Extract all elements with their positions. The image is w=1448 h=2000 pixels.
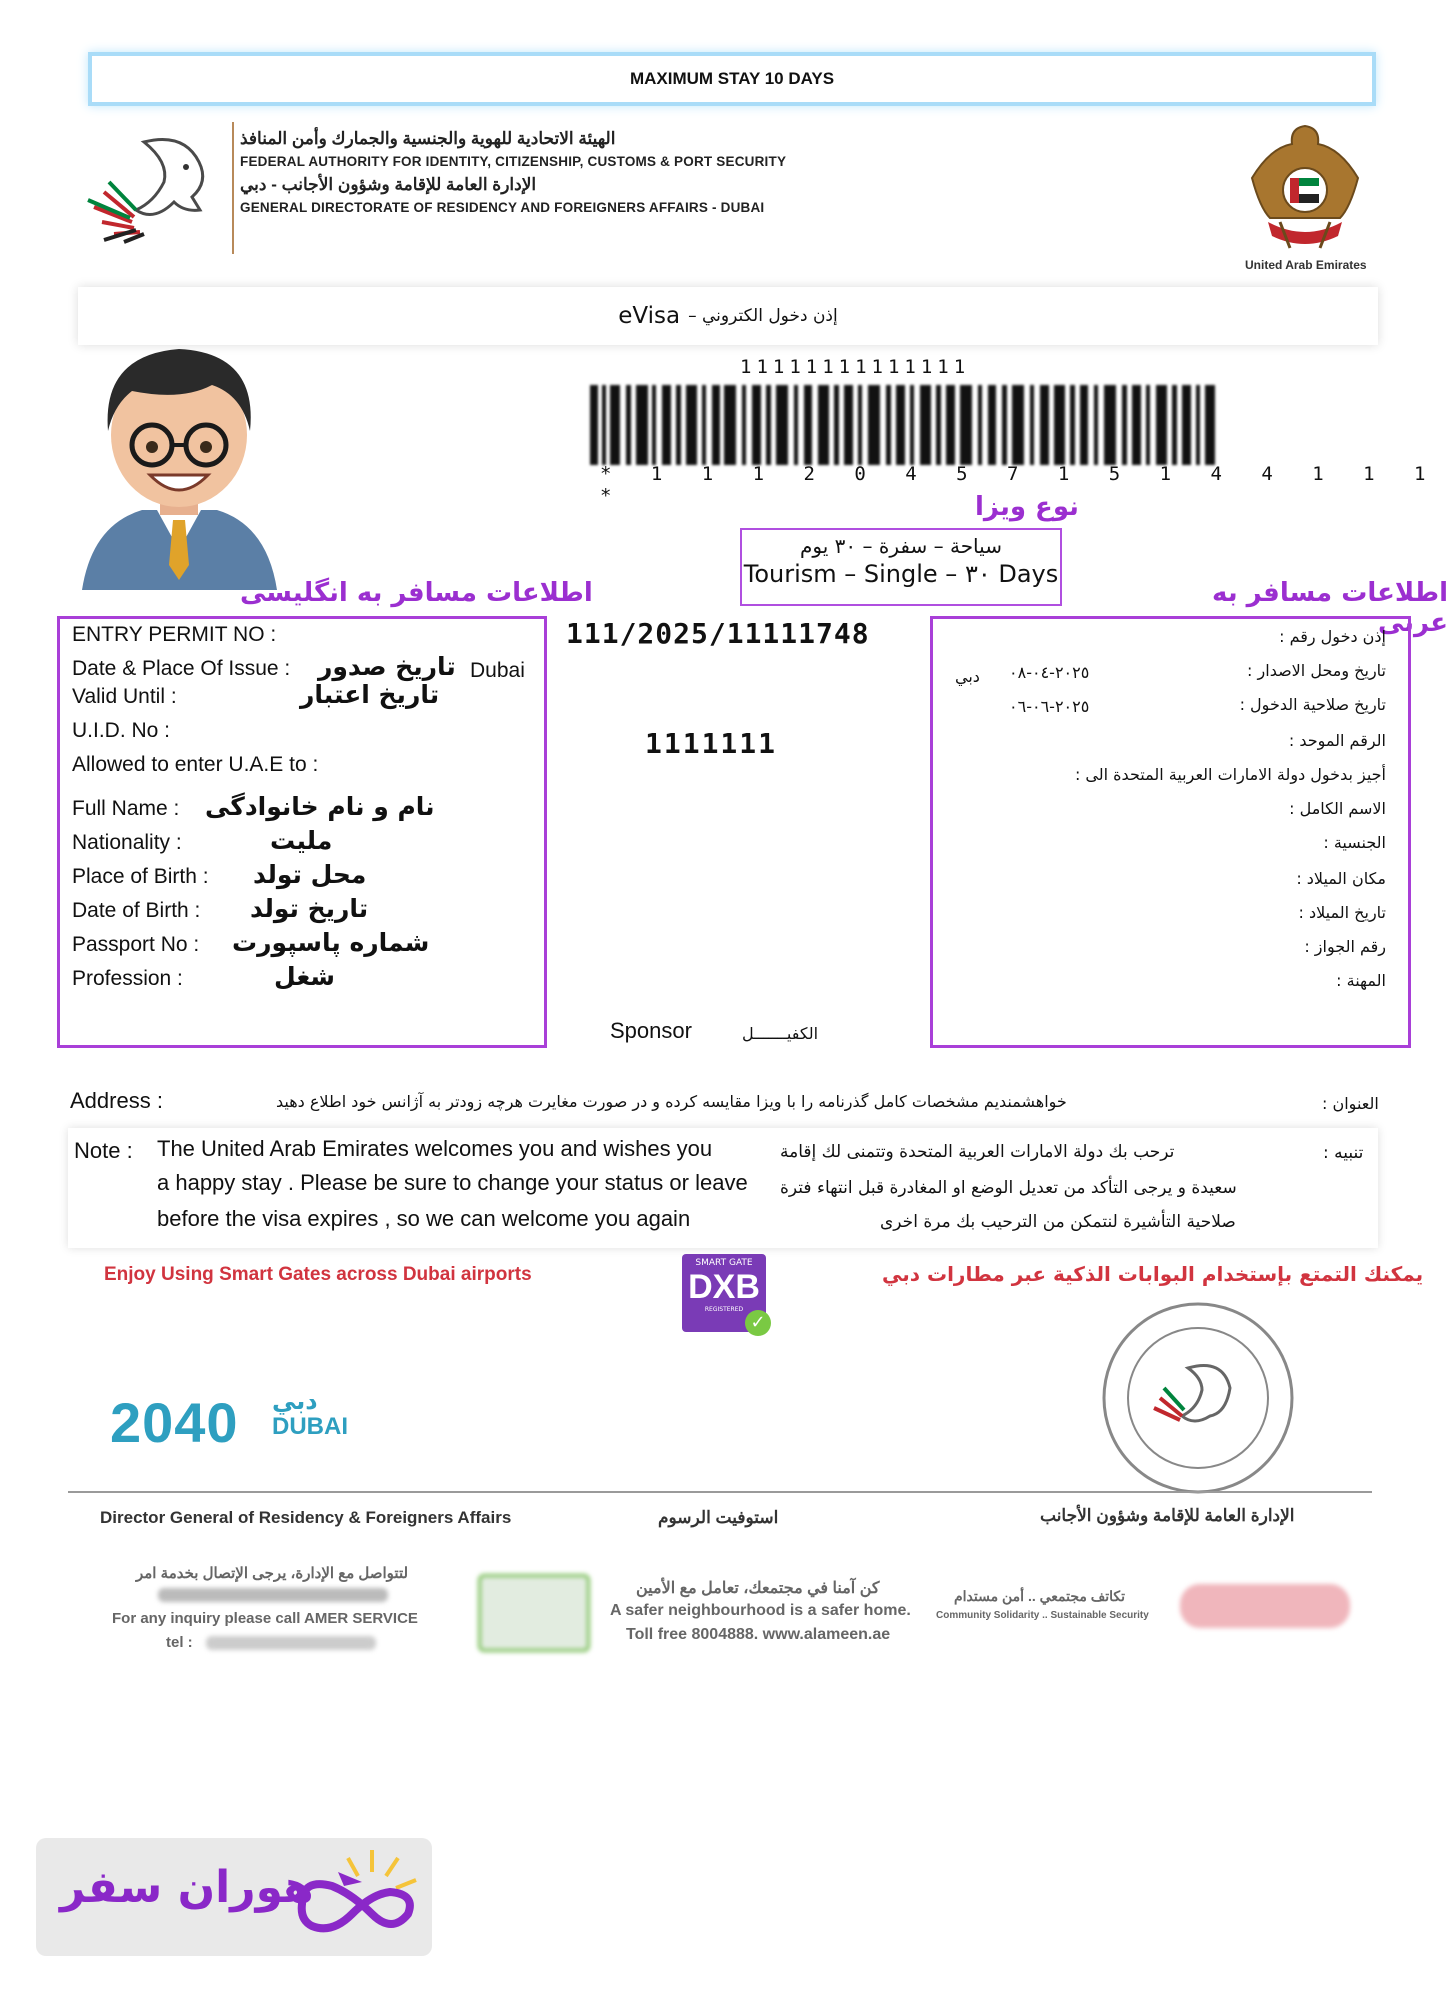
directorate-name-en: GENERAL DIRECTORATE OF RESIDENCY AND FOREIGNERS AFFAIRS - DUBAI bbox=[240, 200, 765, 215]
dxb-badge-top: SMART GATE bbox=[695, 1258, 753, 1268]
inquiry-text: For any inquiry please call AMER SERVICE bbox=[112, 1610, 418, 1627]
ar-field-uid: الرقم الموحد : bbox=[1288, 731, 1386, 750]
note-label-ar: تنبيه : bbox=[1323, 1143, 1364, 1163]
ar-valid-until: ٢٠٢٥-٠٦-٠٦ bbox=[1009, 697, 1090, 716]
authority-falcon-logo bbox=[74, 122, 224, 252]
field-issue-label: Date & Place Of Issue : bbox=[72, 657, 291, 680]
ar-field-full-name: الاسم الكامل : bbox=[1289, 799, 1386, 818]
dubai-2040-en: DUBAI bbox=[272, 1413, 348, 1440]
note-en-line-3: before the visa expires , so we can welcome you again bbox=[157, 1206, 691, 1231]
field-passport-value: شماره پاسپورت bbox=[232, 928, 430, 957]
fees-paid-label: استوفيت الرسوم bbox=[658, 1508, 779, 1527]
barcode bbox=[590, 385, 1215, 465]
visa-type-label: نوع ویزا bbox=[975, 492, 1079, 522]
directorate-name-ar: الإدارة العامة للإقامة وشؤون الأجانب - دبي bbox=[240, 175, 537, 194]
visa-type-box bbox=[740, 528, 1062, 606]
field-place-of-birth-label: Place of Birth : bbox=[72, 865, 209, 888]
field-entry-permit-label: ENTRY PERMIT NO : bbox=[72, 623, 277, 646]
visa-type-en: Tourism – Single – ٣٠ Days bbox=[743, 560, 1059, 588]
field-full-name-value: نام و نام خانوادگی bbox=[205, 792, 435, 821]
field-place-of-birth-value: محل تولد bbox=[253, 860, 367, 889]
green-card-image bbox=[478, 1574, 590, 1652]
logo-divider bbox=[232, 122, 234, 254]
address-label-ar: العنوان : bbox=[1322, 1094, 1379, 1113]
field-allowed-label: Allowed to enter U.A.E to : bbox=[72, 753, 319, 776]
ar-field-allowed: أجيز بدخول دولة الامارات العربية المتحدة الى : bbox=[1074, 765, 1386, 784]
note-en-line-2: a happy stay . Please be sure to change your status or leave bbox=[157, 1170, 748, 1195]
redacted-logo bbox=[1180, 1584, 1350, 1628]
uae-emblem bbox=[1240, 118, 1370, 258]
avatar bbox=[72, 335, 287, 590]
ar-field-place-of-birth: مكان الميلاد : bbox=[1296, 869, 1386, 888]
evisa-title-ar: إذن دخول الكتروني – bbox=[688, 306, 838, 326]
field-uid-label: U.I.D. No : bbox=[72, 719, 171, 742]
ar-issue-place: دبي bbox=[955, 667, 980, 686]
alameen-en-1: A safer neighbourhood is a safer home. bbox=[610, 1602, 911, 1619]
english-section-label: اطلاعات مسافر به انگلیسی bbox=[240, 578, 593, 608]
field-full-name-label: Full Name : bbox=[72, 797, 180, 820]
arabic-section-label: اطلاعات مسافر به عربی bbox=[1212, 578, 1448, 638]
barcode-bottom-number: * 1 1 1 2 0 4 5 7 1 5 1 4 4 1 1 1 * bbox=[600, 463, 1440, 507]
field-date-of-birth-label: Date of Birth : bbox=[72, 899, 201, 922]
ar-field-passport: رقم الجواز : bbox=[1304, 937, 1386, 956]
barcode-top-number: 11111111111111 bbox=[740, 356, 971, 378]
field-valid-until-value: تاریخ اعتبار bbox=[300, 680, 440, 709]
redacted-phone bbox=[158, 1588, 388, 1602]
contact-ar: لتتواصل مع الإدارة، يرجى الإتصال بخدمة امر bbox=[136, 1565, 409, 1582]
note-ar-line-3: صلاحية التأشيرة لنتمكن من الترحيب بك مرة اخرى bbox=[880, 1212, 1236, 1232]
entry-permit-number: 111/2025/11111748 bbox=[566, 617, 870, 650]
max-stay-banner: MAXIMUM STAY 10 DAYS bbox=[88, 52, 1376, 106]
sponsor-label-ar: الكفيـــــــل bbox=[742, 1024, 819, 1043]
ar-issue-date: ٢٠٢٥-٠٤-٠٨ bbox=[1009, 663, 1090, 682]
alameen-en-2: Toll free 8004888. www.alameen.ae bbox=[626, 1626, 891, 1643]
ar-field-date-of-birth: تاريخ الميلاد : bbox=[1298, 903, 1386, 922]
tel-label: tel : bbox=[166, 1634, 193, 1651]
community-en: Community Solidarity .. Sustainable Security bbox=[936, 1610, 1149, 1621]
english-info-box bbox=[57, 616, 547, 1048]
field-valid-until-label: Valid Until : bbox=[72, 685, 177, 708]
dubai-2040-ar: دبي bbox=[272, 1387, 318, 1415]
address-check-note: خواهشمندیم مشخصات کامل گذرنامه را با ویزا مقایسه کرده و در صورت مغایرت هرچه زودتر به آژانس خود اطلاع دهید bbox=[276, 1092, 1067, 1111]
ar-field-profession: المهنة : bbox=[1336, 971, 1386, 990]
field-profession-label: Profession : bbox=[72, 967, 183, 990]
address-label: Address : bbox=[70, 1088, 163, 1113]
check-icon: ✓ bbox=[745, 1310, 771, 1336]
ar-field-issue: تاريخ ومحل الاصدار : bbox=[1247, 661, 1386, 680]
uid-number: 1111111 bbox=[645, 727, 778, 760]
footer-divider bbox=[68, 1491, 1372, 1493]
field-date-of-birth-value: تاریخ تولد bbox=[250, 894, 369, 923]
note-en-line-1: The United Arab Emirates welcomes you and wishes you bbox=[157, 1136, 713, 1161]
dxb-badge-main: DXB bbox=[688, 1268, 760, 1306]
uae-label: United Arab Emirates bbox=[1245, 258, 1367, 272]
dubai-2040-number: 2040 bbox=[110, 1391, 239, 1454]
smart-gates-ar: يمكنك التمتع بإستخدام البوابات الذكية عبر مطارات دبي bbox=[882, 1262, 1424, 1286]
note-ar-line-2: سعيدة و يرجى التأكد من تعديل الوضع او المغادرة قبل انتهاء فترة bbox=[780, 1178, 1237, 1198]
brand-name: هوران سفر bbox=[60, 1862, 314, 1913]
director-general-label: Director General of Residency & Foreigners Affairs bbox=[100, 1508, 512, 1527]
ar-field-nationality: الجنسية : bbox=[1323, 833, 1386, 852]
arabic-info-box bbox=[930, 616, 1411, 1048]
ar-field-permit: إذن دخول رقم : bbox=[1279, 627, 1386, 646]
sponsor-label: Sponsor bbox=[610, 1018, 692, 1043]
field-nationality-value: ملیت bbox=[270, 826, 333, 855]
field-passport-label: Passport No : bbox=[72, 933, 200, 956]
community-ar: تكاتف مجتمعي .. أمن مستدام bbox=[954, 1588, 1126, 1604]
redacted-tel bbox=[206, 1636, 376, 1650]
field-issue-value: تاریخ صدور bbox=[318, 652, 456, 681]
gdrfa-label-ar: الإدارة العامة للإقامة وشؤون الأجانب bbox=[1040, 1506, 1295, 1525]
official-seal bbox=[1098, 1298, 1298, 1498]
ar-field-valid-until: تاريخ صلاحية الدخول : bbox=[1239, 695, 1386, 714]
smart-gates-en: Enjoy Using Smart Gates across Dubai airports bbox=[104, 1264, 532, 1285]
visa-type-ar: سياحة – سفرة – ٣٠ يوم bbox=[800, 534, 1002, 558]
authority-name-en: FEDERAL AUTHORITY FOR IDENTITY, CITIZENSHIP, CUSTOMS & PORT SECURITY bbox=[240, 154, 787, 169]
dubai-2040-wordmark bbox=[272, 1388, 348, 1440]
authority-name-block bbox=[240, 127, 800, 219]
dxb-badge-bottom: REGISTERED bbox=[704, 1306, 744, 1313]
note-ar-line-1: ترحب بك دولة الامارات العربية المتحدة وتتمنى لك إقامة bbox=[780, 1142, 1175, 1162]
authority-name-ar: الهيئة الاتحادية للهوية والجنسية والجمارك وأمن المنافذ bbox=[240, 129, 616, 148]
field-profession-value: شغل bbox=[274, 962, 336, 991]
alameen-ar: كن آمنا في مجتمعك، تعامل مع الأمين bbox=[636, 1580, 880, 1597]
field-issue-place: Dubai bbox=[470, 659, 525, 682]
note-label: Note : bbox=[74, 1138, 133, 1163]
evisa-title-en: eVisa bbox=[618, 303, 681, 329]
field-nationality-label: Nationality : bbox=[72, 831, 182, 854]
